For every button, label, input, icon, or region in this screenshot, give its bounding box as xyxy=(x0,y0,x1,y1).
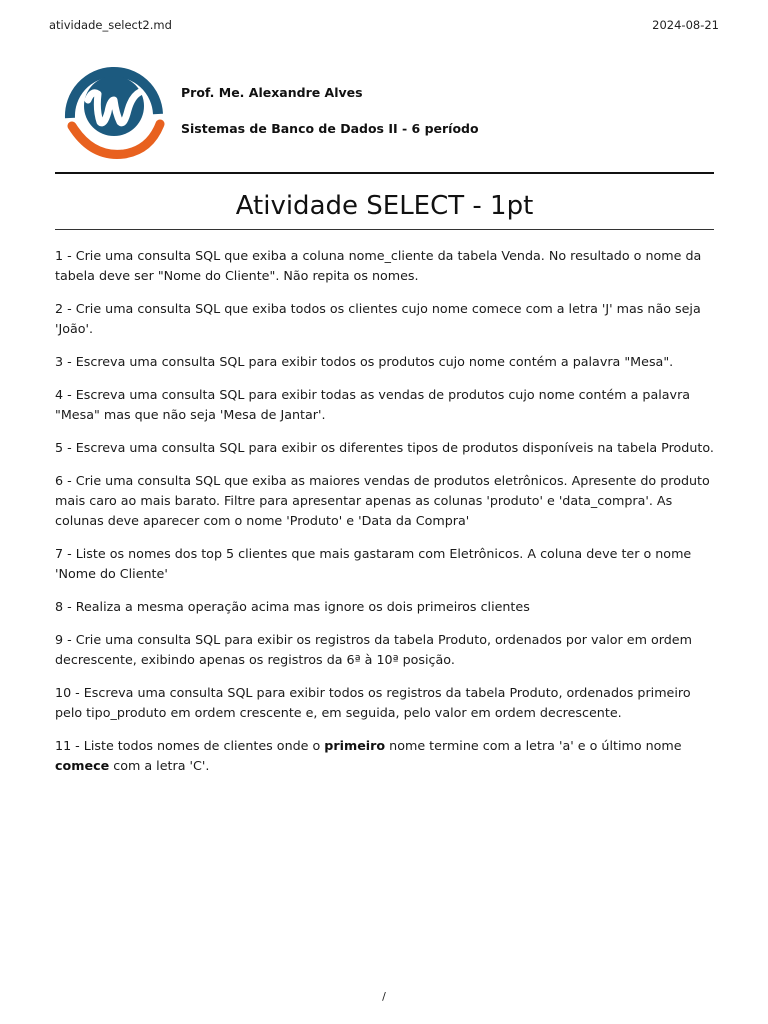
print-date: 2024-08-21 xyxy=(652,18,719,32)
print-header xyxy=(49,18,719,34)
question-11-text-2: nome termine com a letra 'a' e o último nome xyxy=(385,738,682,753)
question-item: 2 - Crie uma consulta SQL que exiba todos os clientes cujo nome comece com a letra 'J' mas não seja 'João'. xyxy=(55,301,701,336)
document-header xyxy=(62,60,702,160)
title-bottom-rule xyxy=(55,229,714,230)
question-11-emphasis-first: primeiro xyxy=(324,738,386,753)
question-11-text-3: com a letra 'C'. xyxy=(109,758,210,773)
file-name: atividade_select2.md xyxy=(49,18,172,32)
question-item: 5 - Escreva uma consulta SQL para exibir os diferentes tipos de produtos disponíveis na tabela Produto. xyxy=(55,440,714,455)
course-name: Sistemas de Banco de Dados II - 6 período xyxy=(181,121,479,136)
question-item: 6 - Crie uma consulta SQL que exiba as maiores vendas de produtos eletrônicos. Apresente do produto mais caro ao mais barato. Filtre para apresentar apenas as colunas 'produto' e 'data_compra'. As colunas deve aparecer com o nome 'Produto' e 'Data da Compra' xyxy=(55,473,710,528)
question-item: 8 - Realiza a mesma operação acima mas ignore os dois primeiros clientes xyxy=(55,599,530,614)
author-name: Prof. Me. Alexandre Alves xyxy=(181,85,363,100)
page-title: Atividade SELECT - 1pt xyxy=(235,191,534,221)
question-item: 10 - Escreva uma consulta SQL para exibir todos os registros da tabela Produto, ordenados primeiro pelo tipo_produto em ordem crescente e, em seguida, pelo valor em ordem decrescente. xyxy=(55,685,691,720)
page-footer: / xyxy=(382,990,386,1003)
question-item: 4 - Escreva uma consulta SQL para exibir todas as vendas de produtos cujo nome contém a palavra "Mesa" mas que não seja 'Mesa de Jantar'. xyxy=(55,387,691,422)
question-11-emphasis-begin: comece xyxy=(55,758,110,773)
question-list xyxy=(55,246,717,789)
question-item: 1 - Crie uma consulta SQL que exiba a coluna nome_cliente da tabela Venda. No resultado o nome da tabela deve ser "Nome do Cliente". Não repita os nomes. xyxy=(55,248,702,283)
question-item-11 xyxy=(55,736,717,776)
question-item: 7 - Liste os nomes dos top 5 clientes que mais gastaram com Eletrônicos. A coluna deve ter o nome 'Nome do Cliente' xyxy=(55,546,692,581)
title-top-rule xyxy=(55,172,714,174)
question-item: 3 - Escreva uma consulta SQL para exibir todos os produtos cujo nome contém a palavra "Mesa". xyxy=(55,354,674,369)
logo-icon xyxy=(62,60,166,160)
question-11-text-1: 11 - Liste todos nomes de clientes onde o xyxy=(55,738,325,753)
question-item: 9 - Crie uma consulta SQL para exibir os registros da tabela Produto, ordenados por valor em ordem decrescente, exibindo apenas os registros da 6ª à 10ª posição. xyxy=(55,632,692,667)
